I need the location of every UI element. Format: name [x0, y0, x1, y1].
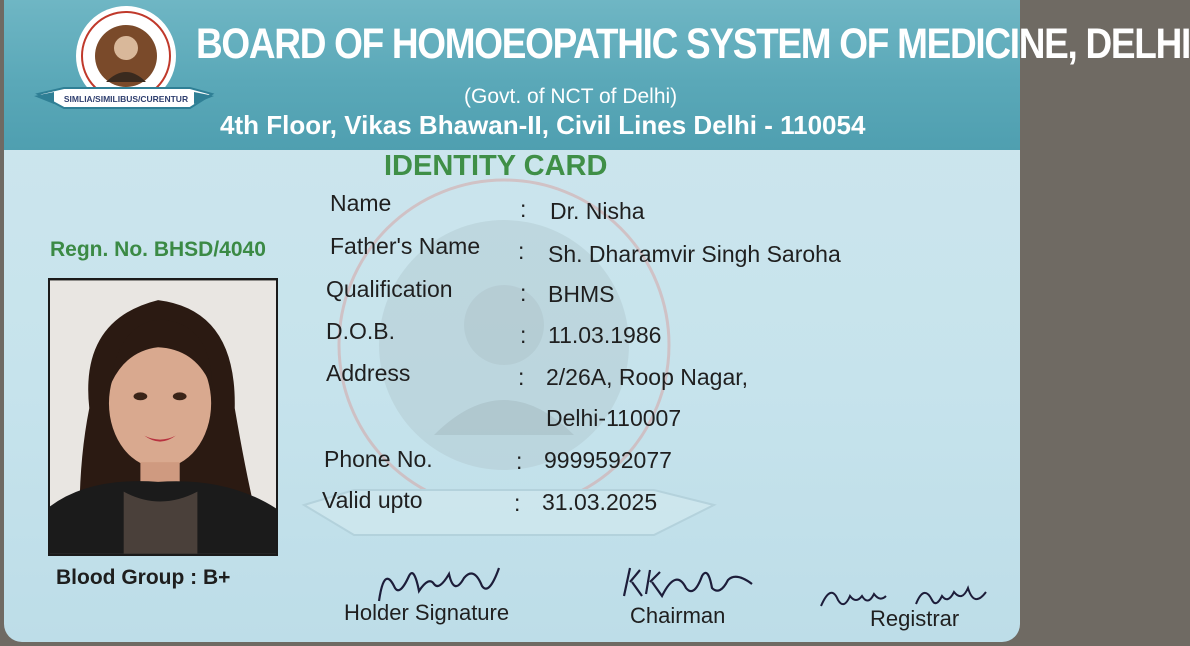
chairman-label: Chairman: [630, 603, 726, 628]
qualification-label: Qualification: [326, 276, 453, 302]
address-value-line2: Delhi-110007: [546, 405, 682, 431]
phone-colon: :: [516, 448, 523, 474]
dob-colon: :: [520, 322, 527, 348]
name-label: Name: [330, 190, 392, 216]
chairman-signature-icon: [616, 558, 756, 602]
board-logo-icon: [34, 4, 214, 122]
dob-label: D.O.B.: [326, 318, 396, 344]
address-label: Address: [326, 360, 411, 386]
qualification-value: BHMS: [548, 281, 615, 307]
portrait-icon: [50, 280, 276, 554]
holder-signature-label: Holder Signature: [344, 600, 510, 625]
board-title: BOARD OF HOMOEOPATHIC SYSTEM OF MEDICINE, DELHI: [196, 20, 1190, 68]
board-address: 4th Floor, Vikas Bhawan-II, Civil Lines Delhi - 110054: [220, 110, 866, 140]
father-name-label: Father's Name: [330, 233, 481, 259]
dob-value: 11.03.1986: [548, 322, 662, 348]
name-value: Dr. Nisha: [550, 198, 645, 224]
valid-upto-value: 31.03.2025: [542, 489, 658, 515]
name-colon: :: [520, 196, 527, 222]
phone-label: Phone No.: [324, 446, 433, 472]
valid-upto-colon: :: [514, 490, 521, 516]
govt-subtitle: (Govt. of NCT of Delhi): [464, 85, 678, 108]
address-value-line1: 2/26A, Roop Nagar,: [546, 364, 749, 390]
father-name-colon: :: [518, 238, 525, 264]
registration-number: Regn. No. BHSD/4040: [50, 238, 266, 261]
registrar-label: Registrar: [870, 606, 960, 631]
card-header: [4, 0, 1190, 150]
phone-value: 9999592077: [544, 447, 672, 473]
logo-motto: SIMLIA/SIMILIBUS/CURENTUR: [63, 94, 189, 104]
identity-card: [4, 0, 1190, 642]
holder-photo: [48, 278, 278, 556]
qualification-colon: :: [520, 280, 527, 306]
father-name-value: Sh. Dharamvir Singh Saroha: [548, 241, 841, 267]
blood-group: Blood Group : B+: [56, 566, 231, 589]
identity-card-title: IDENTITY CARD: [384, 150, 608, 182]
address-colon: :: [518, 364, 525, 390]
valid-upto-label: Valid upto: [322, 487, 423, 513]
